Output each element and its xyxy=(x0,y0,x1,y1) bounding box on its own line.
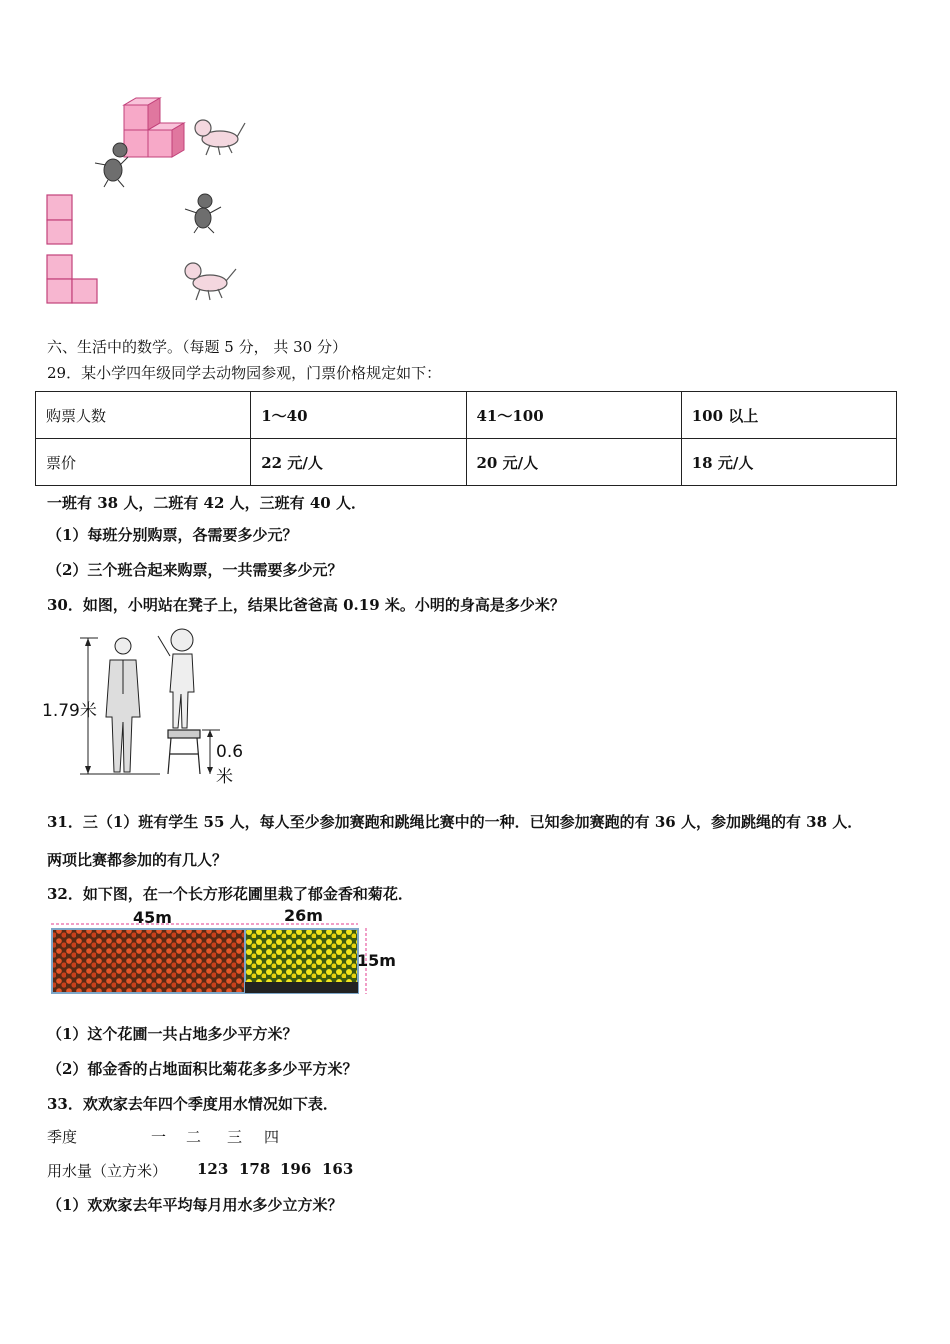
dog-icon xyxy=(185,263,236,300)
water-table-row-usage xyxy=(47,1160,354,1181)
season-value: 二 xyxy=(186,1128,202,1146)
cube-views-figure xyxy=(40,95,260,310)
usage-value: 163 xyxy=(322,1160,354,1178)
section-title: 六、生活中的数学。（每题 5 分， 共 30 分） xyxy=(47,338,347,356)
season-value: 四 xyxy=(264,1128,280,1146)
usage-value: 196 xyxy=(280,1160,312,1178)
question-29-stem: 29．某小学四年级同学去动物园参观，门票价格规定如下： xyxy=(47,364,442,382)
question-31-line2: 两项比赛都参加的有几人？ xyxy=(47,851,228,869)
question-30-stem: 30．如图，小明站在凳子上，结果比爸爸高 0.19 米。小明的身高是多少米？ xyxy=(47,596,565,614)
table-cell: 20 元/人 xyxy=(466,439,681,486)
usage-value: 178 xyxy=(239,1160,271,1178)
table-cell: 票价 xyxy=(36,439,251,486)
question-32-stem: 32．如下图，在一个长方形花圃里栽了郁金香和菊花． xyxy=(47,885,413,903)
table-cell: 100 以上 xyxy=(681,392,896,439)
flowerbed-figure xyxy=(46,908,406,998)
table-cell: 购票人数 xyxy=(36,392,251,439)
stool-height-label: 0.6米 xyxy=(216,742,244,787)
season-value: 一 xyxy=(151,1128,167,1146)
table-cell: 18 元/人 xyxy=(681,439,896,486)
table-row xyxy=(36,392,897,439)
question-29-sub1: （1）每班分别购票，各需要多少元？ xyxy=(47,526,298,544)
table-row xyxy=(36,439,897,486)
cube-stack-3d xyxy=(124,98,184,157)
question-29-info: 一班有 38 人，二班有 42 人，三班有 40 人． xyxy=(47,494,366,512)
table-cell: 41～100 xyxy=(466,392,681,439)
father-height-label: 1.79米 xyxy=(42,701,97,721)
question-32-sub2: （2）郁金香的占地面积比菊花多多少平方米？ xyxy=(47,1060,358,1078)
question-33-sub1: （1）欢欢家去年平均每月用水多少立方米？ xyxy=(47,1196,343,1214)
question-32-sub1: （1）这个花圃一共占地多少平方米？ xyxy=(47,1025,298,1043)
cube-view-side xyxy=(47,195,72,244)
question-33-stem: 33．欢欢家去年四个季度用水情况如下表． xyxy=(47,1095,338,1113)
usage-value: 123 xyxy=(197,1160,229,1178)
table-cell: 22 元/人 xyxy=(251,439,466,486)
boy-figure xyxy=(158,629,194,728)
ticket-price-table xyxy=(35,391,897,486)
water-table-row-season xyxy=(47,1126,280,1147)
cube-view-front xyxy=(47,255,97,303)
question-29-sub2: （2）三个班合起来购票，一共需要多少元？ xyxy=(47,561,343,579)
stool-figure xyxy=(168,730,200,774)
father-figure xyxy=(106,638,140,772)
tulip-width-label: 45m xyxy=(133,908,172,927)
usage-label: 用水量（立方米） xyxy=(47,1162,168,1180)
question-31-line1: 31．三（1）班有学生 55 人，每人至少参加赛跑和跳绳比赛中的一种．已知参加赛跑的有 36 人，参加跳绳的有 38 人． xyxy=(47,813,863,831)
chrysanthemum-width-label: 26m xyxy=(284,906,323,925)
table-cell: 1～40 xyxy=(251,392,466,439)
dog-icon xyxy=(195,120,245,155)
season-label: 季度 xyxy=(47,1128,78,1146)
monkey-icon xyxy=(185,194,221,233)
flowerbed-height-label: 15m xyxy=(357,951,396,970)
monkey-icon xyxy=(95,143,128,187)
height-figure xyxy=(40,622,260,787)
season-value: 三 xyxy=(227,1128,243,1146)
flowerbed-diagram xyxy=(46,908,406,998)
